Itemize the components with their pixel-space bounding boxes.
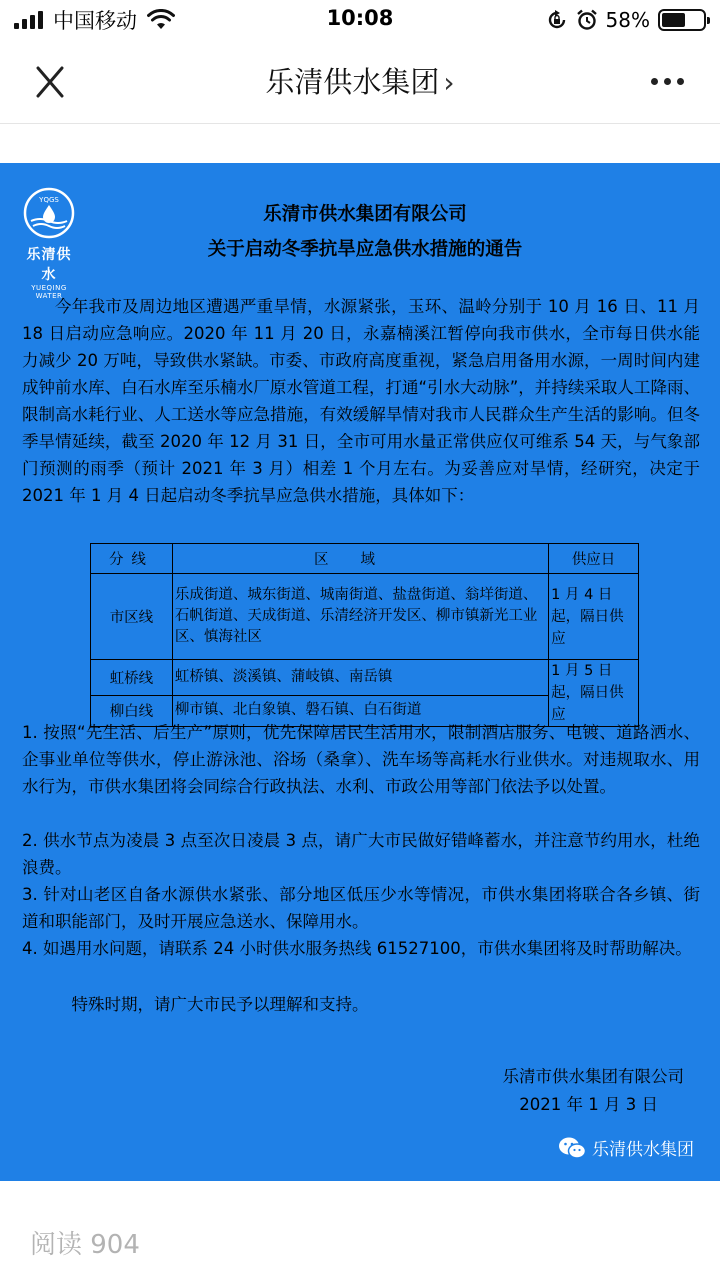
table-row [91, 660, 639, 696]
logo-name: 乐清供水 [26, 247, 72, 283]
wechat-icon [558, 1136, 586, 1160]
table-cell-area: 虹桥镇、淡溪镇、蒲岐镇、南岳镇 [172, 660, 548, 696]
status-bar [0, 0, 720, 40]
account-name: 乐清供水集团 [265, 65, 440, 99]
account-title[interactable] [0, 60, 720, 101]
status-time: 10:08 [326, 6, 394, 30]
table-cell-area: 柳市镇、北白象镇、磐石镇、白石街道 [172, 695, 548, 726]
table-cell-supply: 1 月 4 日起，隔日供应 [549, 574, 639, 660]
wechat-watermark [558, 1135, 694, 1160]
table-cell-line: 虹桥线 [91, 660, 173, 696]
notice-item: 2. 供水节点为凌晨 3 点至次日凌晨 3 点，请广大市民做好错峰蓄水，并注意节约用水，杜绝浪费。 [22, 831, 700, 877]
notice-title-line1: 乐清市供水集团有限公司 [263, 204, 467, 225]
battery-icon [658, 9, 706, 31]
table-row [91, 574, 639, 660]
table-header: 供应日 [549, 544, 639, 574]
logo-abbr: YQGS [39, 196, 59, 204]
notice-item: 1. 按照“先生活、后生产”原则，优先保障居民生活用水，限制酒店服务、电镀、道路洒水、企事业单位等供水，停止游泳池、浴场（桑拿）、洗车场等高耗水行业供水。对违规取水、用水行为，市供水集团将会同综合行政执法、水利、市政公用等部门依法予以处置。 [22, 723, 700, 796]
notice-item: 3. 针对山老区自备水源供水紧张、部分地区低压少水等情况，市供水集团将联合各乡镇、街道和职能部门，及时开展应急送水、保障用水。 [22, 885, 700, 931]
notice-image [0, 163, 720, 1181]
table-cell-line: 柳白线 [91, 695, 173, 726]
battery-fill [662, 13, 685, 27]
table-cell-supply: 1 月 5 日起，隔日供应 [549, 660, 639, 727]
signature-org: 乐清市供水集团有限公司 [502, 1067, 684, 1086]
status-right [546, 6, 706, 34]
notice-item: 4. 如遇用水问题，请联系 24 小时供水服务热线 61527100，市供水集团将及时帮助解决。 [22, 939, 692, 958]
notice-paragraph: 今年我市及周边地区遭遇严重旱情，水源紧张，玉环、温岭分别于 10 月 16 日、11 月 18 日启动应急响应。2020 年 11 月 20 日，永嘉楠溪江暂停向我市供水，全市每日供水能力减少 20 万吨，导致供水紧缺。市委、市政府高度重视，紧急启用备用水源，一周时间内建成钟前水库、白石水库至乐楠水厂原水管道工程，打通“引水大动脉”，并持续采取人工降雨、限制高水耗行业、人工送水等应急措施，有效缓解旱情对我市人民群众生产生活的影响。但冬季旱情延续，截至 2020 年 12 月 31 日，全市可用水量正常供应仅可维系 54 天，与气象部门预测的雨季（预计 2021 年 3 月）相差 1 个月左右。为妥善应对旱情，经研究，决定于 2021 年 1 月 4 日起启动冬季抗旱应急供水措施，具体如下： [22, 297, 700, 505]
watermark-text: 乐清供水集团 [592, 1140, 694, 1160]
table-header: 分线 [91, 544, 173, 574]
table-header-row [91, 544, 639, 574]
notice-title-line2: 关于启动冬季抗旱应急供水措施的通告 [207, 239, 523, 260]
table-cell-area: 乐成街道、城东街道、城南街道、盐盘街道、翁垟街道、石帆街道、天成街道、乐清经济开发区、柳市镇新光工业区、慎海社区 [172, 574, 548, 660]
notice-closing: 特殊时期，请广大市民予以理解和支持。 [71, 995, 369, 1014]
rotation-lock-icon [546, 9, 568, 31]
table-cell-line: 市区线 [91, 574, 173, 660]
supply-table [90, 543, 639, 727]
alarm-icon [576, 9, 598, 31]
chevron-right-icon: › [443, 66, 455, 99]
nav-bar [0, 40, 720, 124]
more-options-icon[interactable] [651, 78, 684, 85]
table-header: 区域 [172, 544, 548, 574]
carrier-name: 中国移动 [53, 9, 137, 33]
logo-english: YUEQING WATER [31, 284, 67, 300]
signature-date: 2021 年 1 月 3 日 [519, 1095, 658, 1114]
battery-percent: 58% [605, 8, 650, 32]
read-count: 阅读 904 [30, 1230, 140, 1260]
